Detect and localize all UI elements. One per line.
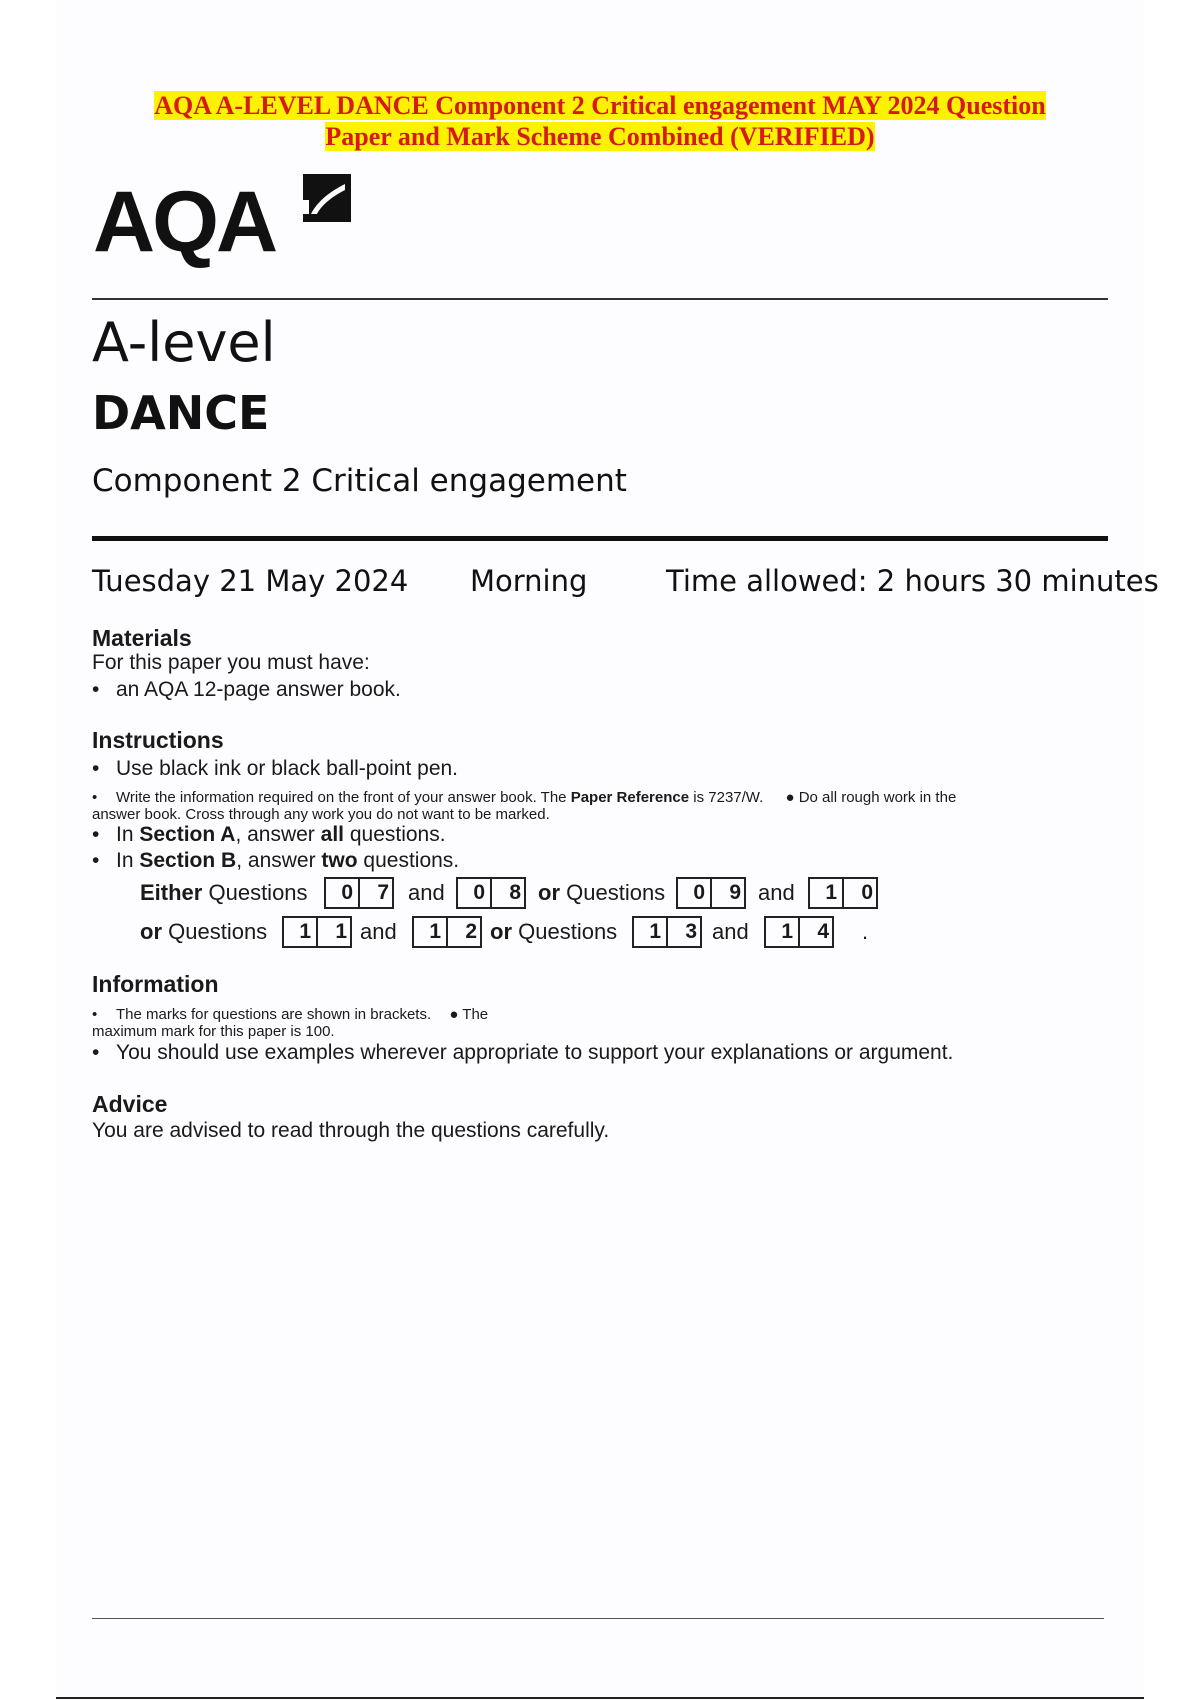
- logo-wordmark: AQA: [93, 174, 276, 270]
- instruction-item-answer-book-line2: answer book. Cross through any work you do not want to be marked.: [92, 806, 550, 823]
- materials-item: • an AQA 12-page answer book.: [92, 678, 401, 701]
- question-number-box: 1 0: [808, 877, 878, 909]
- bullet-icon: •: [92, 849, 100, 872]
- information-item-examples: • You should use examples wherever appropriate to support your explanations or argument.: [92, 1041, 954, 1064]
- subject-title: DANCE: [92, 386, 270, 440]
- time-allowed: Time allowed: 2 hours 30 minutes: [666, 564, 1159, 598]
- qualification-level: A-level: [92, 311, 276, 374]
- bullet-icon: •: [92, 678, 100, 701]
- exam-session: Morning: [470, 564, 588, 598]
- instruction-item-section-a: • In Section A, answer all questions.: [92, 823, 446, 846]
- materials-intro: For this paper you must have:: [92, 651, 370, 674]
- information-item-marks: • The marks for questions are shown in brackets. ● The: [92, 1006, 489, 1023]
- question-choice-row-2: or Questions 1 1 and 1 2 or Questions 1 3 and 1 4 .: [56, 916, 1144, 950]
- header-divider: [92, 298, 1108, 300]
- page-bottom-edge: [56, 1697, 1144, 1699]
- question-choice-row-1: Either Questions 0 7 and 0 8 or Questions 0 9 and 1 0: [56, 877, 1144, 911]
- question-number-box: 1 3: [632, 916, 702, 948]
- instruction-item-pen: • Use black ink or black ball-point pen.: [92, 757, 459, 780]
- banner-line-2: Paper and Mark Scheme Combined (VERIFIED): [325, 122, 875, 151]
- banner-line-1: AQA A-LEVEL DANCE Component 2 Critical engagement MAY 2024 Question: [154, 91, 1046, 120]
- bullet-icon: ●: [785, 789, 799, 806]
- question-number-box: 0 7: [324, 877, 394, 909]
- exam-cover-page: [56, 0, 1159, 1700]
- bullet-icon: •: [92, 789, 98, 806]
- bullet-icon: •: [92, 757, 100, 780]
- bullet-icon: •: [92, 823, 100, 846]
- question-number-box: 1 2: [412, 916, 482, 948]
- document-title-banner: [56, 90, 1144, 152]
- question-number-box: 0 9: [676, 877, 746, 909]
- exam-details-row: [92, 564, 1159, 604]
- advice-heading: Advice: [92, 1091, 168, 1117]
- information-item-marks-line2: maximum mark for this paper is 100.: [92, 1023, 335, 1040]
- exam-date: Tuesday 21 May 2024: [92, 564, 409, 598]
- instruction-item-answer-book: • Write the information required on the front of your answer book. The Paper Reference is 7237/W. ● Do all rough work in the: [92, 789, 957, 806]
- component-title: Component 2 Critical engagement: [92, 463, 627, 499]
- logo-flag-icon: [299, 170, 355, 230]
- question-number-box: 0 8: [456, 877, 526, 909]
- materials-heading: Materials: [92, 625, 192, 651]
- information-heading: Information: [92, 971, 219, 997]
- instructions-heading: Instructions: [92, 727, 224, 753]
- question-number-box: 1 4: [764, 916, 834, 948]
- footer-divider: [92, 1618, 1104, 1619]
- instruction-item-section-b: • In Section B, answer two questions.: [92, 849, 460, 872]
- bullet-icon: •: [92, 1041, 100, 1064]
- bullet-icon: ●: [449, 1006, 463, 1023]
- title-divider: [92, 536, 1108, 541]
- question-number-box: 1 1: [282, 916, 352, 948]
- advice-text: You are advised to read through the questions carefully.: [92, 1119, 610, 1142]
- bullet-icon: •: [92, 1006, 98, 1023]
